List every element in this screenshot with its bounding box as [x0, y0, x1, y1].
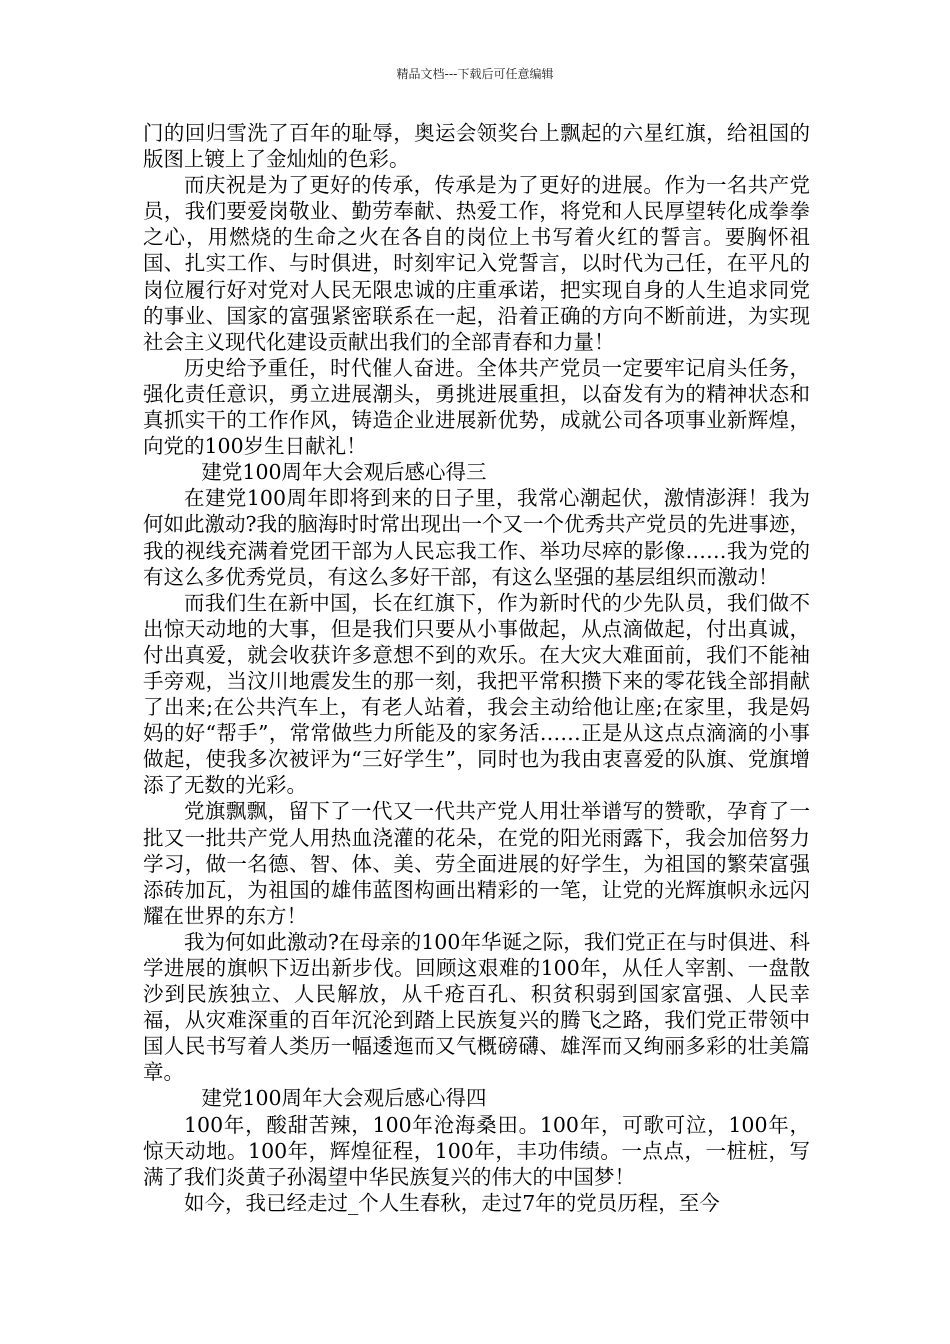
section-heading: 建党100周年大会观后感心得三 — [201, 460, 487, 485]
paragraph: 而庆祝是为了更好的传承，传承是为了更好的进展。作为一名共产党员，我们要爱岗敬业、勤劳奉献、热爱工作，将党和人民厚望转化成拳拳之心，用燃烧的生命之火在各自的岗位上书写着火红的誓言。要胸怀祖国、扎实工作、与时俱进，时刻牢记入党誓言，以时代为己任，在平凡的岗位履行好对党对人民无限忠诚的庄重承诺，把实现自身的人生追求同党的事业、国家的富强紧密联系在一起，沿着正确的方向不断前进，为实现社会主义现代化建设贡献出我们的全部青春和力量！ — [143, 173, 810, 354]
page-header: 精品文档---下载后可任意编辑 — [396, 67, 554, 81]
paragraph: 而我们生在新中国，长在红旗下，作为新时代的少先队员，我们做不出惊天动地的大事，但是我们只要从小事做起，从点滴做起，付出真诚，付出真爱，就会收获许多意想不到的欢乐。在大灾大难面前，我们不能袖手旁观，当汶川地震发生的那一刻，我把平常积攒下来的零花钱全部捐献了出来;在公共汽车上，有老人站着，我会主动给他让座;在家里，我是妈妈的好“帮手”，常常做些力所能及的家务活……正是从这点点滴滴的小事做起，使我多次被评为“三好学生”，同时也为我由衷喜爱的队旗、党旗增添了无数的光彩。 — [143, 590, 810, 798]
document-body — [143, 120, 810, 1216]
paragraph: 在建党100周年即将到来的日子里，我常心潮起伏，激情澎湃！我为何如此激动?我的脑海时时常出现出一个又一个优秀共产党员的先进事迹，我的视线充满着党团干部为人民忘我工作、举功尽瘁的影像……我为党的有这么多优秀党员，有这么多好干部，有这么坚强的基层组织而激动！ — [143, 486, 810, 589]
paragraph: 我为何如此激动?在母亲的100年华诞之际，我们党正在与时俱进、科学进展的旗帜下迈出新步伐。回顾这艰难的100年，从任人宰割、一盘散沙到民族独立、人民解放，从千疮百孔、积贫积弱到国家富强、人民幸福，从灾难深重的百年沉沦到踏上民族复兴的腾飞之路，我们党正带领中国人民书写着人类历一幅逶迤而又气概磅礴、雄浑而又绚丽多彩的壮美篇章。 — [143, 929, 810, 1085]
paragraph: 党旗飘飘，留下了一代又一代共产党人用壮举谱写的赞歌，孕育了一批又一批共产党人用热血浇灌的花朵，在党的阳光雨露下，我会加倍努力学习，做一名德、智、体、美、劳全面进展的好学生，为祖国的繁荣富强添砖加瓦，为祖国的雄伟蓝图构画出精彩的一笔，让党的光辉旗帜永远闪耀在世界的东方！ — [143, 799, 810, 928]
paragraph-truncated: 如今，我已经走过_个人生春秋，走过7年的党员历程，至今 — [184, 1190, 720, 1215]
paragraph: 历史给予重任，时代催人奋进。全体共产党员一定要牢记肩头任务，强化责任意识，勇立进展潮头，勇挑进展重担，以奋发有为的精神状态和真抓实干的工作作风，铸造企业进展新优势，成就公司各项事业新辉煌，向党的100岁生日献礼！ — [143, 355, 810, 459]
paragraph: 100年，酸甜苦辣，100年沧海桑田。100年，可歌可泣，100年，惊天动地。100年，辉煌征程，100年，丰功伟绩。一点点，一桩桩，写满了我们炎黄子孙渴望中华民族复兴的伟大的中国梦！ — [143, 1112, 810, 1189]
section-heading: 建党100周年大会观后感心得四 — [201, 1086, 487, 1111]
paragraph-continued: 门的回归雪洗了百年的耻辱，奥运会领奖台上飘起的六星红旗，给祖国的版图上镀上了金灿灿的色彩。 — [143, 121, 810, 172]
